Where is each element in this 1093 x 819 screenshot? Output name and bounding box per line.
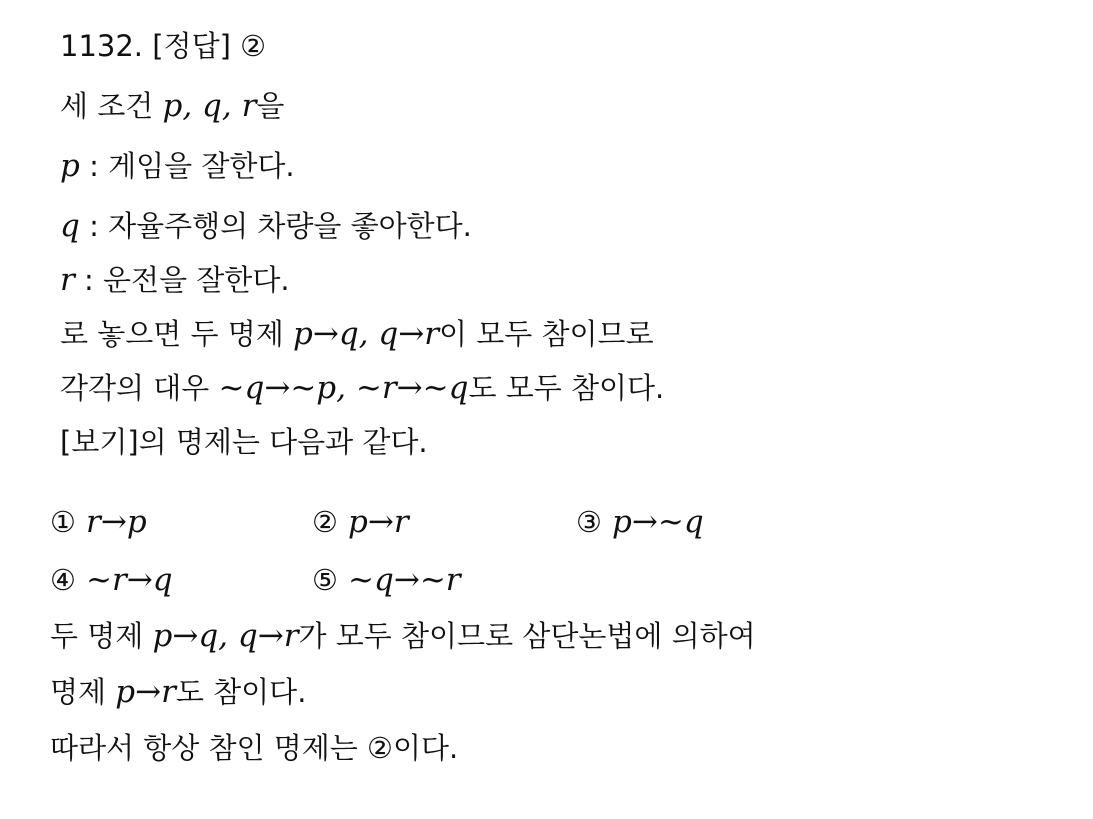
math-p: p	[115, 674, 136, 710]
arrow: →	[135, 674, 162, 710]
math-q-q: q, q	[198, 618, 258, 654]
intro-vars: p, q, r	[162, 88, 257, 124]
math-not-q: ~q	[218, 370, 265, 406]
option-left: p	[612, 504, 632, 540]
option-left: r	[86, 504, 101, 540]
statement-suffix: 이 모두 참이므로	[439, 317, 654, 351]
definition-r	[60, 258, 290, 302]
statement-line-2	[60, 366, 664, 410]
option-5	[312, 558, 461, 602]
arrow: →	[398, 316, 425, 352]
conclusion-prefix: 명제	[50, 675, 116, 709]
arrow: →	[264, 370, 291, 406]
option-number: ①	[50, 505, 76, 539]
arrow: →	[393, 562, 420, 598]
option-right: ~r	[419, 562, 461, 598]
problem-header: 1132. [정답] ②	[60, 29, 267, 63]
arrow: →	[396, 370, 423, 406]
math-not-q: ~q	[422, 370, 469, 406]
math-q-q: q, q	[338, 316, 399, 352]
option-right: q	[152, 562, 173, 598]
conclusion-line-2	[50, 670, 306, 714]
option-left: ~r	[86, 562, 127, 598]
option-2	[312, 500, 409, 544]
math-r: r	[424, 316, 440, 352]
arrow: →	[100, 504, 127, 540]
statement-line-1	[60, 312, 654, 356]
option-number: ②	[312, 505, 338, 539]
math-p: p	[292, 316, 313, 352]
option-right: p	[126, 504, 147, 540]
statement-line-3: [보기]의 명제는 다음과 같다.	[60, 425, 428, 459]
statement-suffix: 도 모두 참이다.	[468, 371, 665, 405]
conclusion-line-1	[50, 614, 756, 658]
definition-p	[60, 144, 295, 188]
math-not-r: ~r	[355, 370, 397, 406]
arrow: →	[126, 562, 153, 598]
definition-var: r	[60, 262, 75, 298]
definition-text: : 운전을 잘한다.	[74, 263, 290, 297]
conclusion-suffix: 도 참이다.	[175, 675, 307, 709]
intro-prefix: 세 조건	[60, 89, 163, 123]
definition-var: q	[60, 208, 80, 244]
option-4	[50, 558, 173, 602]
arrow: →	[257, 618, 284, 654]
definition-text: : 자율주행의 차량을 좋아한다.	[79, 209, 472, 243]
conclusion-suffix: 가 모두 참이므로 삼단논법에 의하여	[298, 619, 756, 653]
statement-prefix: 각각의 대우	[60, 371, 219, 405]
conclusion-prefix: 두 명제	[50, 619, 153, 653]
definition-text: : 게임을 잘한다.	[79, 149, 295, 183]
definition-q	[60, 204, 472, 248]
arrow: →	[631, 504, 658, 540]
math-p: p	[152, 618, 173, 654]
option-right: r	[393, 504, 409, 540]
math-r: r	[283, 618, 299, 654]
conclusion-line-3: 따라서 항상 참인 명제는 ②이다.	[50, 731, 459, 765]
intro-suffix: 을	[256, 89, 285, 123]
statement-prefix: 로 놓으면 두 명제	[60, 317, 293, 351]
option-right: ~q	[657, 504, 704, 540]
math-not-p: ~p,	[290, 370, 356, 406]
option-3	[576, 500, 704, 544]
arrow: →	[172, 618, 199, 654]
option-1	[50, 500, 147, 544]
intro-line	[60, 84, 284, 128]
definition-var: p	[60, 148, 80, 184]
option-number: ④	[50, 563, 76, 597]
arrow: →	[367, 504, 394, 540]
option-left: ~q	[348, 562, 394, 598]
arrow: →	[312, 316, 339, 352]
option-number: ③	[576, 505, 602, 539]
option-number: ⑤	[312, 563, 338, 597]
math-r: r	[161, 674, 176, 710]
option-left: p	[348, 504, 368, 540]
